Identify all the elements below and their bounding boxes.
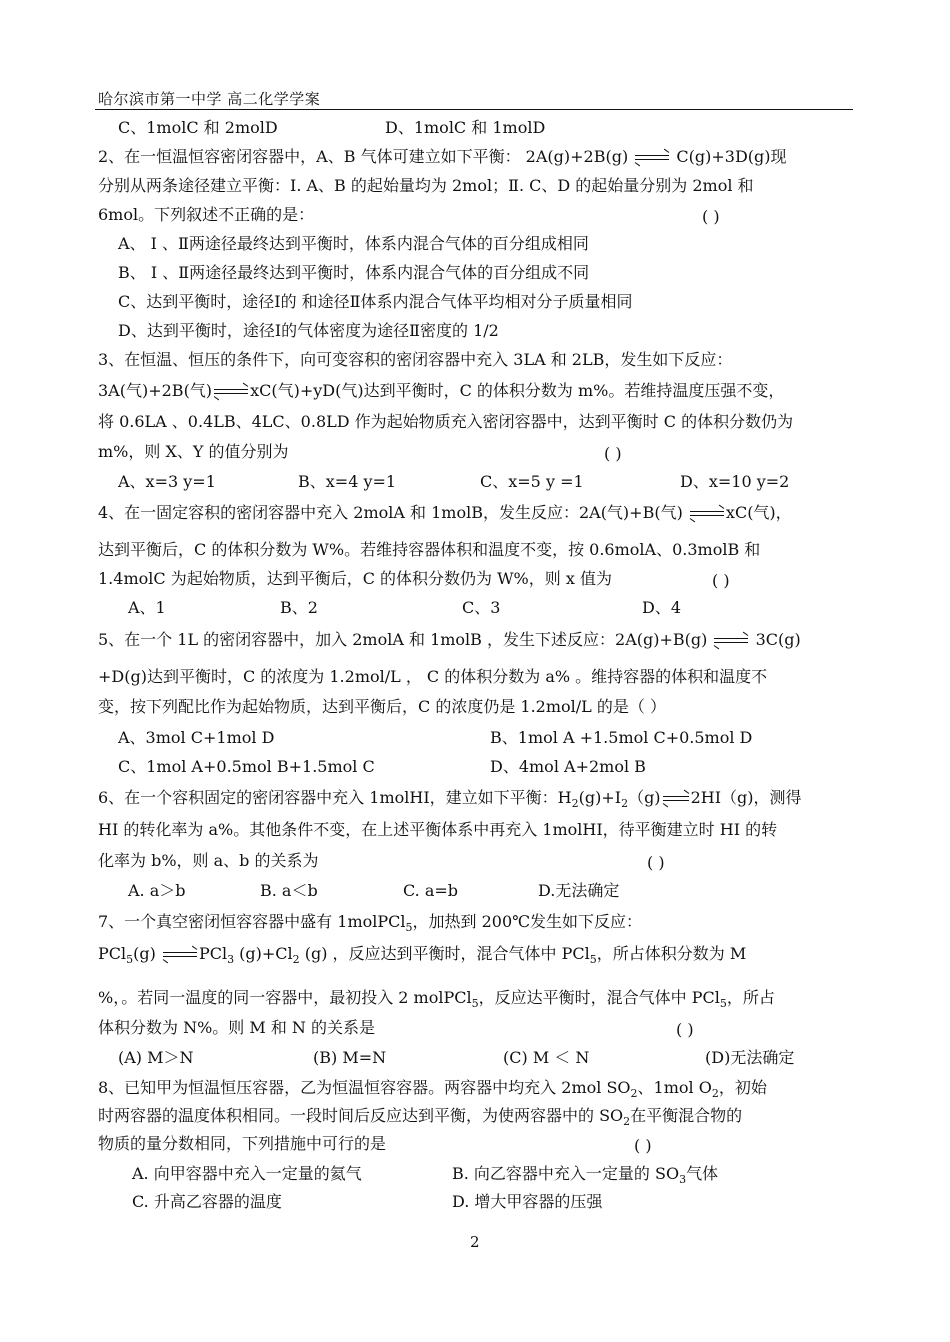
q3-option-a: A、x=3 y=1 — [118, 472, 216, 491]
q7-option-a: (A) M＞N — [118, 1048, 194, 1067]
q7-stem-part5: %，。若同一温度的同一容器中，最初投入 2 molPCl — [98, 988, 472, 1007]
q2-stem-part2: C(g)+3D(g)现 — [676, 147, 787, 166]
q8-option-b-text: B. 向乙容器中充入一定量的 SO — [452, 1164, 680, 1183]
equilibrium-arrow-icon — [714, 636, 748, 646]
q7-subscript-2: 2 — [292, 953, 300, 967]
q7-stem-part4: ，所占体积分数为 M — [596, 944, 747, 963]
q3-line-3: 将 0.6LA 、0.4LB、4LC、0.8LD 作为起始物质充入密闭容器中，达到平衡时 C 的体积分数仍为 — [98, 412, 794, 431]
q7-pcl3-label: PCl — [198, 944, 228, 963]
q7-option-b: (B) M=N — [313, 1048, 387, 1067]
q8-option-d: D. 增大甲容器的压强 — [452, 1192, 603, 1211]
q8-stem-part2: 、1mol O — [637, 1078, 712, 1097]
page-number: 2 — [470, 1233, 480, 1251]
q7-cl2-label: (g)+Cl — [234, 944, 293, 963]
q3-line-4: m%，则 X、Y 的值分别为 — [98, 442, 289, 461]
q4-stem-part1: 4、在一固定容积的密闭容器中充入 2molA 和 1molB，发生反应：2A(气)+B(气) — [98, 503, 683, 522]
q3-products: xC(气)+yD(气)达到平衡时，C 的体积分数为 m%。若维持温度压强不变， — [250, 381, 785, 400]
q6-option-a: A. a＞b — [128, 881, 186, 900]
q6-line-1 — [98, 790, 802, 809]
q5-option-c: C、1mol A+0.5mol B+1.5mol C — [118, 757, 375, 776]
q2-option-c: C、达到平衡时，途径Ⅰ的 和途径Ⅱ体系内混合气体平均相对分子质量相同 — [118, 292, 633, 311]
q4-option-c: C、3 — [462, 598, 501, 617]
q5-option-b: B、1mol A +1.5mol C+0.5mol D — [490, 728, 753, 747]
q8-stem-part1: 8、已知甲为恒温恒压容器，乙为恒温恒容容器。两容器中均充入 2mol SO — [98, 1078, 631, 1097]
q4-answer-blank: ( ) — [712, 571, 730, 590]
q7-answer-blank: ( ) — [676, 1020, 694, 1039]
q6-option-c: C. a=b — [403, 881, 459, 900]
q8-answer-blank: ( ) — [634, 1136, 652, 1155]
q6-option-d: D.无法确定 — [538, 881, 620, 900]
q4-stem-part2: xC(气)， — [725, 503, 792, 522]
q5-line-3: 变，按下列配比作为起始物质，达到平衡后，C 的浓度仍是 1.2mol/L 的是（ ） — [98, 697, 666, 716]
q7-subscript-5: 5 — [589, 953, 597, 967]
equilibrium-arrow-icon — [214, 387, 248, 397]
q8-option-c: C. 升高乙容器的温度 — [132, 1192, 282, 1211]
q7-line-4: 体积分数为 N%。则 M 和 N 的关系是 — [98, 1018, 376, 1037]
q7-line-3 — [98, 990, 775, 1009]
q6-subscript-h: 2 — [571, 797, 579, 811]
q5-stem-part2: 3C(g) — [755, 630, 801, 649]
q3-option-c: C、x=5 y =1 — [480, 472, 584, 491]
q2-stem-part1: 2、在一恒温恒容密闭容器中，A、B 气体可建立如下平衡： 2A(g)+2B(g) — [98, 147, 629, 166]
q2-option-d: D、达到平衡时，途径Ⅰ的气体密度为途径Ⅱ密度的 1/2 — [118, 321, 499, 340]
q6-stem-part1: 6、在一个容积固定的密闭容器中充入 1molHI，建立如下平衡：H — [98, 788, 572, 807]
q5-line-2: +D(g)达到平衡时，C 的浓度为 1.2mol/L ， C 的体积分数为 a% 。维持容器的体积和温度不 — [98, 667, 768, 686]
q2-option-a: A、 Ⅰ 、Ⅱ两途径最终达到平衡时，体系内混合气体的百分组成相同 — [118, 234, 589, 253]
q8-option-a: A. 向甲容器中充入一定量的氦气 — [132, 1164, 362, 1183]
q8-subscript-3: 3 — [679, 1173, 687, 1187]
q3-option-b: B、x=4 y=1 — [298, 472, 397, 491]
q7-stem-part7: ，所占 — [726, 988, 775, 1007]
q6-subscript-i: 2 — [621, 797, 629, 811]
q6-answer-blank: ( ) — [647, 853, 665, 872]
q7-line-1 — [98, 914, 642, 933]
q3-option-d: D、x=10 y=2 — [680, 472, 790, 491]
q4-line-1 — [98, 505, 792, 521]
equilibrium-arrow-icon — [690, 509, 724, 519]
q7-subscript-5: 5 — [719, 997, 727, 1011]
q3-answer-blank: ( ) — [604, 444, 622, 463]
q2-line-1 — [98, 149, 787, 165]
q8-line-3: 物质的量分数相同，下列措施中可行的是 — [98, 1134, 387, 1153]
q7-subscript-5: 5 — [405, 921, 413, 935]
q8-subscript-2: 2 — [630, 1087, 638, 1101]
q3-line-2 — [98, 383, 784, 399]
q8-line-2 — [98, 1108, 742, 1127]
q7-subscript-5: 5 — [471, 997, 479, 1011]
q6-option-b: B. a＜b — [260, 881, 318, 900]
q7-state-g: (g) — [133, 944, 156, 963]
q7-subscript-3: 3 — [227, 953, 235, 967]
q5-option-d: D、4mol A+2mol B — [490, 757, 646, 776]
q2-line-3: 6mol。下列叙述不正确的是： — [98, 205, 315, 224]
q4-line-2: 达到平衡后，C 的体积分数为 W%。若维持容器体积和温度不变，按 0.6molA、0.3molB 和 — [98, 540, 761, 559]
q7-option-d: (D)无法确定 — [705, 1048, 795, 1067]
q8-option-b-tail: 气体 — [686, 1164, 719, 1183]
q7-subscript-5: 5 — [126, 953, 134, 967]
equilibrium-arrow-icon — [663, 794, 689, 804]
q2-answer-blank: ( ) — [702, 207, 720, 226]
q4-option-d: D、4 — [642, 598, 682, 617]
header-rule — [95, 109, 853, 110]
q2-option-b: B、 Ⅰ 、Ⅱ两途径最终达到平衡时，体系内混合气体的百分组成不同 — [118, 263, 590, 282]
q8-subscript-2: 2 — [711, 1087, 719, 1101]
q7-pcl5-label: PCl — [98, 944, 127, 963]
q6-stem-part3: （g) — [628, 788, 661, 807]
q8-option-b — [452, 1166, 718, 1185]
q6-line-2: HI 的转化率为 a%。其他条件不变，在上述平衡体系中再充入 1molHI，待平衡建立时 HI 的转 — [98, 820, 778, 839]
q6-line-3: 化率为 b%，则 a、b 的关系为 — [98, 851, 319, 870]
equilibrium-arrow-icon — [635, 153, 669, 163]
q7-stem-part1: 7、一个真空密闭恒容容器中盛有 1molPCl — [98, 912, 406, 931]
q6-stem-part2: (g)+I — [578, 788, 622, 807]
q3-line-1: 3、在恒温、恒压的条件下，向可变容积的密闭容器中充入 3LA 和 2LB，发生如下反应： — [98, 350, 733, 369]
page-header: 哈尔滨市第一中学 高二化学学案 — [98, 90, 321, 108]
q5-option-a: A、3mol C+1mol D — [118, 728, 275, 747]
q2-line-2: 分别从两条途径建立平衡：Ⅰ. A、B 的起始量均为 2mol；Ⅱ. C、D 的起始量分别为 2mol 和 — [98, 176, 754, 195]
q8-stem-part3: ，初始 — [718, 1078, 767, 1097]
equilibrium-arrow-icon — [163, 950, 197, 960]
q7-option-c: (C) M ＜ N — [503, 1048, 590, 1067]
q4-line-3: 1.4molC 为起始物质，达到平衡后，C 的体积分数仍为 W%，则 x 值为 — [98, 569, 612, 588]
q6-stem-part4: 2HI（g)，测得 — [690, 788, 802, 807]
q4-option-a: A、1 — [128, 598, 166, 617]
q8-subscript-2: 2 — [623, 1115, 631, 1129]
q3-reactants: 3A(气)+2B(气) — [98, 381, 213, 400]
q1-option-c: C、1molC 和 2molD — [118, 118, 278, 137]
q7-stem-part6: ，反应达平衡时，混合气体中 PCl — [478, 988, 720, 1007]
q7-line-2 — [98, 946, 746, 965]
q5-stem-part1: 5、在一个 1L 的密闭容器中，加入 2molA 和 1molB ，发生下述反应：2A(g)+B(g) — [98, 630, 708, 649]
q4-option-b: B、2 — [280, 598, 318, 617]
q7-stem-part3: (g) ，反应达到平衡时，混合气体中 PCl — [299, 944, 590, 963]
q5-line-1 — [98, 632, 801, 648]
q8-stem-part5: 在平衡混合物的 — [630, 1106, 743, 1125]
q1-option-d: D、1molC 和 1molD — [385, 118, 546, 137]
q8-stem-part4: 时两容器的温度体积相同。一段时间后反应达到平衡，为使两容器中的 SO — [98, 1106, 624, 1125]
q8-line-1 — [98, 1080, 767, 1099]
q7-stem-part2: ，加热到 200℃发生如下反应： — [412, 912, 643, 931]
